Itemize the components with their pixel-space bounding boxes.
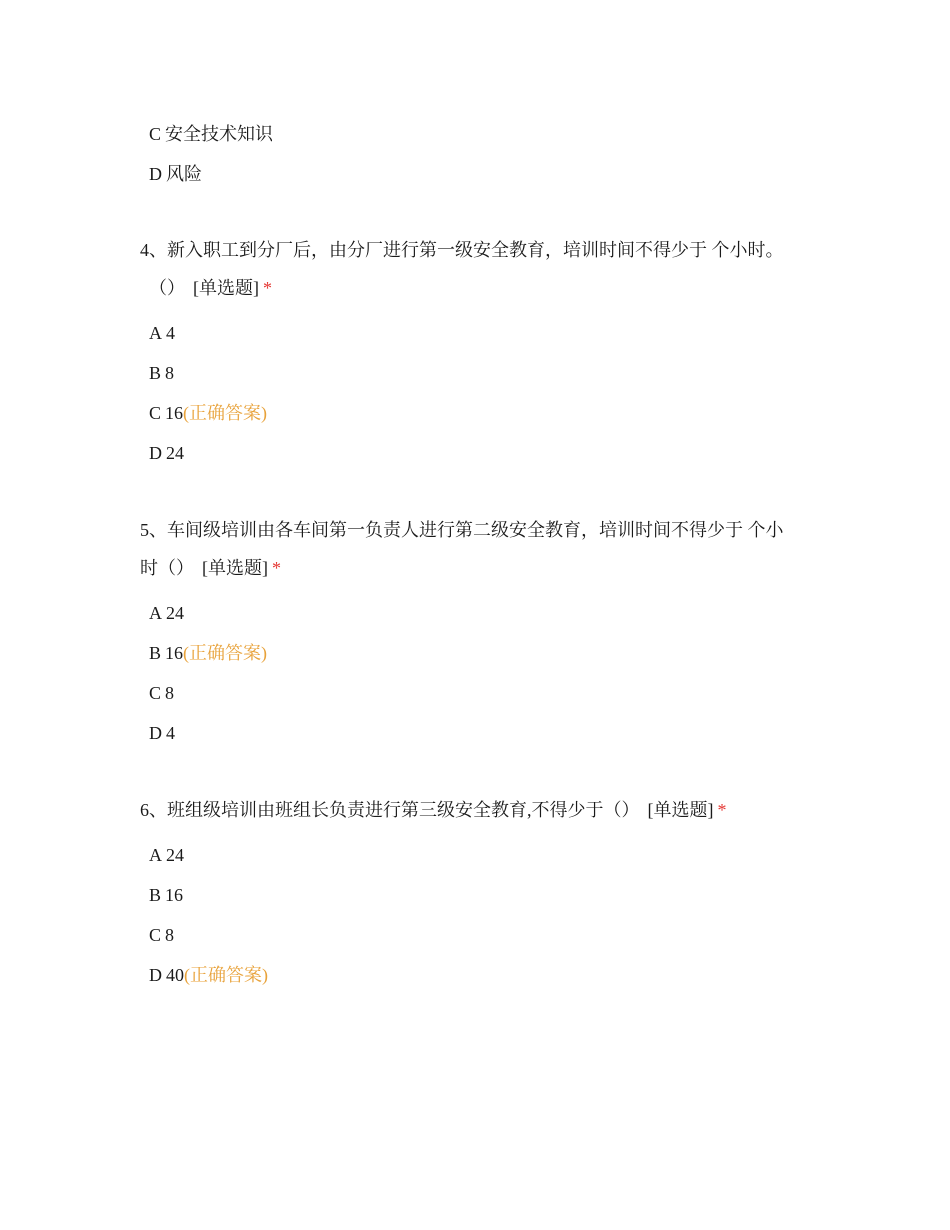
question-type-tag: [单选题] [193, 278, 259, 298]
option-letter: D [149, 723, 162, 743]
option-text: 4 [166, 723, 175, 743]
option-item[interactable] [149, 441, 184, 465]
correct-answer-mark: (正确答案) [184, 965, 268, 985]
option-letter: A [149, 603, 162, 623]
option-text: 安全技术知识 [165, 124, 274, 144]
option-item[interactable] [149, 321, 175, 345]
correct-answer-mark: (正确答案) [183, 403, 268, 423]
option-item[interactable] [149, 361, 174, 385]
option-item[interactable] [149, 641, 267, 665]
option-text: 8 [165, 363, 175, 383]
option-text: 24 [166, 443, 184, 463]
question-type-tag: [单选题] [647, 800, 714, 820]
required-asterisk: * [717, 800, 727, 820]
option-text: 24 [166, 845, 184, 865]
option-item[interactable] [149, 923, 174, 947]
question-5-paren: 时（） [140, 558, 194, 578]
option-letter: D [149, 164, 162, 184]
option-item[interactable] [149, 401, 267, 425]
option-item[interactable] [149, 162, 202, 186]
correct-answer-mark: (正确答案) [183, 643, 268, 663]
option-letter: C [149, 124, 162, 144]
option-text: 4 [166, 323, 175, 343]
required-asterisk: * [272, 558, 281, 578]
question-6-text: 6、班组级培训由班组长负责进行第三级安全教育,不得少于（） [140, 800, 640, 820]
option-text: 24 [166, 603, 184, 623]
option-item[interactable] [149, 681, 174, 705]
question-4-paren: （） [149, 278, 185, 298]
question-5-title-cont [140, 556, 281, 580]
option-item[interactable] [149, 122, 273, 146]
option-text: 8 [165, 925, 175, 945]
question-4-title-cont [149, 276, 272, 300]
option-letter: D [149, 965, 162, 985]
option-item[interactable] [149, 601, 184, 625]
option-item[interactable] [149, 883, 183, 907]
option-letter: D [149, 443, 162, 463]
option-letter: C [149, 683, 162, 703]
option-item[interactable] [149, 963, 268, 987]
option-text: 8 [165, 683, 175, 703]
option-letter: B [149, 643, 162, 663]
option-letter: B [149, 363, 162, 383]
option-text: 16 [165, 885, 184, 905]
question-5-title: 5、车间级培训由各车间第一负责人进行第二级安全教育，培训时间不得少于 个小 [140, 520, 784, 540]
option-letter: B [149, 885, 162, 905]
option-letter: C [149, 403, 162, 423]
question-4-title: 4、新入职工到分厂后，由分厂进行第一级安全教育，培训时间不得少于 个小时。 [140, 240, 784, 260]
question-6-title [140, 798, 727, 822]
option-letter: A [149, 323, 162, 343]
option-text: 40 [166, 965, 184, 985]
option-item[interactable] [149, 721, 175, 745]
required-asterisk: * [263, 278, 272, 298]
option-letter: A [149, 845, 162, 865]
question-type-tag: [单选题] [202, 558, 268, 578]
option-text: 风险 [166, 164, 202, 184]
option-text: 16 [165, 643, 184, 663]
option-letter: C [149, 925, 162, 945]
option-text: 16 [165, 403, 184, 423]
option-item[interactable] [149, 843, 184, 867]
